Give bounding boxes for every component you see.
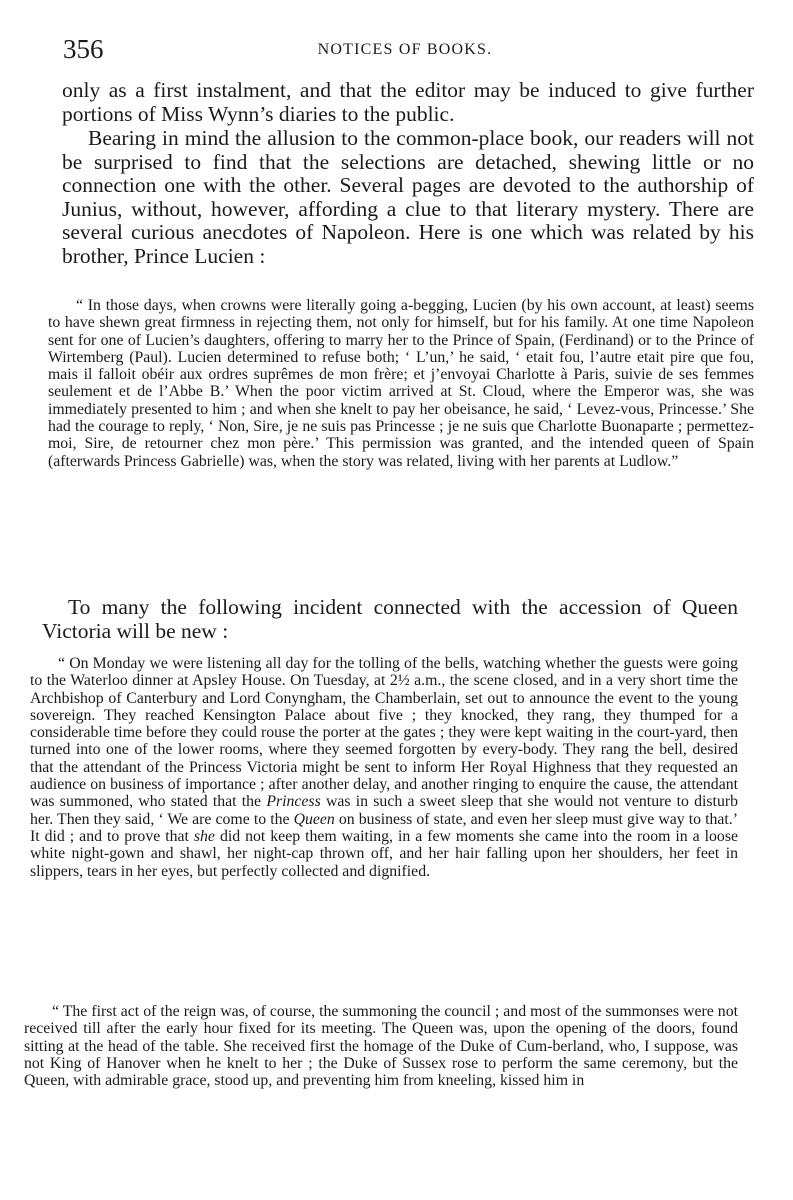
page-header [60,34,750,64]
running-head: NOTICES OF BOOKS. [317,41,493,58]
italic-princess: Princess [266,793,321,811]
quote-text-part: did not keep them waiting, in a few moments she came into the room in a loose white night-gown and shawl, her night-cap thrown off, and her hair falling upon her shoulders, her feet in slippers, tears in her eyes, but perfectly collected and dignified. [30,827,738,880]
quote-text-part: “ On Monday we were listening all day for the tolling of the bells, watching whether the guests were going to the Waterloo dinner at Apsley House. On Tuesday, at 2½ a.m., the scene closed, and in a very short time the Archbishop of Canterbury and Lord Conyngham, the Chamberlain, set out to announce the event to the young sovereign. They reached Kensington Palace about five ; they knocked, they rang, they thumped for a considerable time before they could rouse the porter at the gates ; they were kept waiting in the court-yard, then turned into one of the lower rooms, where they seemed forgotten by every-body. They rang the bell, desired that the attendant of the Princess Victoria might be sent to inform Her Royal Highness that they requested an audience on business of importance ; after another delay, and another ringing to enquire the cause, the attendant was summoned, who stated that the [30,655,738,811]
paragraph-napoleon-intro: Bearing in mind the allusion to the common-place book, our readers will not be surprised to find that the selections are detached, shewing little or no connection one with the other. Several pages are devoted to the authorship of Junius, without, however, affording a clue to that literary mystery. There are several curious anecdotes of Napoleon. Here is one which was related by his brother, Prince Lucien : [62,126,754,268]
page-number: 356 [63,34,104,64]
italic-queen: Queen [293,810,335,828]
paragraph-continuation: only as a first instalment, and that the editor may be induced to give further portions of Miss Wynn’s diaries to the public. [62,78,754,126]
paragraph-victoria-intro: To many the following incident connected with the accession of Queen Victoria will be new : [42,595,738,643]
quote-text-part: on business of state, and even her sleep must give way to that.’ It did ; and to prove that [30,810,738,845]
quote-text-part: was in such a sweet sleep that she would not venture to disturb her. Then they said, ‘ We are come to the [30,793,739,828]
quote-council-meeting: “ The first act of the reign was, of course, the summoning the council ; and most of the summonses were not received till after the early hour fixed for its meeting. The Queen was, upon the opening of the doors, found sitting at the head of the table. She received first the homage of the Duke of Cum-berland, who, I suppose, was not King of Hanover when he knelt to her ; the Duke of Sussex rose to perform the same ceremony, but the Queen, with admirable grace, stood up, and preventing him from kneeling, kissed him in [24,1003,738,1090]
italic-she: she [193,827,215,845]
quote-lucien-anecdote: “ In those days, when crowns were literally going a-begging, Lucien (by his own account, at least) seems to have shewn great firmness in rejecting them, not only for himself, but for his family. At one time Napoleon sent for one of Lucien’s daughters, offering to marry her to the Prince of Spain, (Ferdinand) or to the Prince of Wirtemberg (Paul). Lucien determined to refuse both; ‘ L’un,’ he said, ‘ etait fou, l’autre etait pire que fou, mais il falloit obéir aux ordres suprêmes de mon frère; et j’envoyai Charlotte à Paris, suivie de ses femmes seulement et de l’Abbe B.’ When the poor victim arrived at St. Cloud, where the Emperor was, she was immediately presented to him ; and when she knelt to pay her obeisance, he said, ‘ Levez-vous, Princesse.’ She had the courage to reply, ‘ Non, Sire, je ne suis pas Princesse ; je ne suis que Charlotte Buonaparte ; permettez-moi, Sire, de retourner chez mon père.’ This permission was granted, and the intended queen of Spain (afterwards Princess Gabrielle) was, when the story was related, living with her parents at Ludlow.” [48,297,754,470]
quote-victoria-accession [30,655,738,880]
